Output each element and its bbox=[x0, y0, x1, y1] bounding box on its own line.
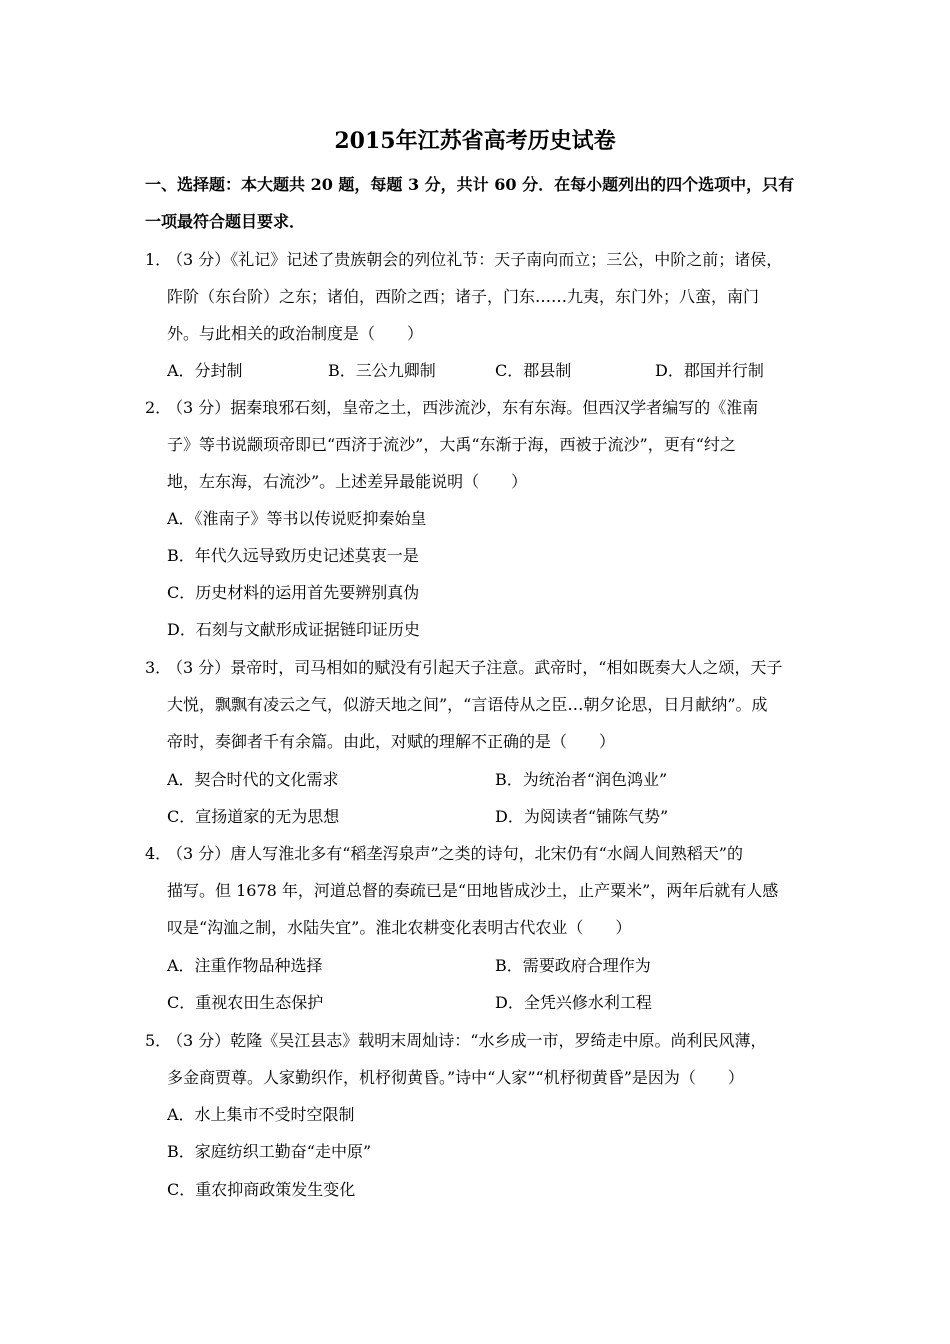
question-1-line-3: 外。与此相关的政治制度是（ ） bbox=[167, 324, 424, 343]
question-1-option-d: D．郡国并行制 bbox=[655, 361, 764, 380]
question-2-option-c: C．历史材料的运用首先要辨别真伪 bbox=[167, 583, 420, 602]
question-3-line-3: 帝时，奏御者千有余篇。由此，对赋的理解不正确的是（ ） bbox=[167, 732, 616, 751]
question-4-number: 4． bbox=[145, 844, 172, 863]
question-1-option-b: B．三公九卿制 bbox=[328, 361, 436, 380]
question-1-option-a: A．分封制 bbox=[167, 361, 243, 380]
question-4-option-b: B．需要政府合理作为 bbox=[495, 956, 651, 975]
question-2-line-3: 地，左东海，右流沙”。上述差异最能说明（ ） bbox=[167, 472, 528, 491]
question-3-option-c: C．宣扬道家的无为思想 bbox=[167, 807, 340, 826]
section-heading-line-2: 一项最符合题目要求． bbox=[145, 212, 306, 231]
question-2-number: 2． bbox=[145, 398, 172, 417]
question-4-option-c: C．重视农田生态保护 bbox=[167, 993, 324, 1012]
question-1-number: 1． bbox=[145, 250, 172, 269]
question-4-option-d: D．全凭兴修水利工程 bbox=[495, 993, 652, 1012]
section-heading-line-1: 一、选择题：本大题共 20 题，每题 3 分，共计 60 分．在每小题列出的四个选项中，只有 bbox=[145, 175, 795, 194]
question-3-number: 3． bbox=[145, 658, 172, 677]
question-5-number: 5． bbox=[145, 1031, 172, 1050]
question-5-line-2: 多金商贾尊。人家勤织作，机杼彻黄昏。”诗中“人家”“机杼彻黄昏”是因为（ ） bbox=[167, 1068, 744, 1087]
question-4-line-2: 描写。但 1678 年，河道总督的奏疏已是“田地皆成沙土，止产粟米”，两年后就有人感 bbox=[167, 881, 779, 900]
question-3-line-2: 大悦，飘飘有凌云之气，似游天地之间”，“言语侍从之臣…朝夕论思，日月献纳”。成 bbox=[167, 695, 768, 714]
question-5-option-c: C．重农抑商政策发生变化 bbox=[167, 1180, 356, 1199]
question-3-option-a: A．契合时代的文化需求 bbox=[167, 770, 339, 789]
question-4-line-3: 叹是“沟洫之制，水陆失宜”。淮北农耕变化表明古代农业（ ） bbox=[167, 918, 632, 937]
question-4-option-a: A．注重作物品种选择 bbox=[167, 956, 323, 975]
question-5-option-a: A．水上集市不受时空限制 bbox=[167, 1105, 355, 1124]
question-3-option-b: B．为统治者“润色鸿业” bbox=[495, 770, 668, 789]
question-3-option-d: D．为阅读者“铺陈气势” bbox=[495, 807, 669, 826]
question-1-line-2: 阼阶（东台阶）之东；诸伯，西阶之西；诸子，门东……九夷，东门外；八蛮，南门 bbox=[167, 287, 760, 306]
question-2-option-d: D．石刻与文献形成证据链印证历史 bbox=[167, 620, 420, 639]
question-2-line-1: （3 分）据秦琅邪石刻，皇帝之土，西涉流沙，东有东海。但西汉学者编写的《淮南 bbox=[167, 398, 759, 417]
question-3-line-1: （3 分）景帝时，司马相如的赋没有引起天子注意。武帝时，“相如既奏大人之颂，天子 bbox=[167, 658, 783, 677]
question-2-line-2: 子》等书说颛顼帝即已“西济于流沙”，大禹“东渐于海，西被于流沙”，更有“纣之 bbox=[167, 435, 736, 454]
question-4-line-1: （3 分）唐人写淮北多有“稻垄泻泉声”之类的诗句，北宋仍有“水阔人间熟稻天”的 bbox=[167, 844, 743, 863]
question-2-option-b: B．年代久远导致历史记述莫衷一是 bbox=[167, 546, 419, 565]
question-1-option-c: C．郡县制 bbox=[495, 361, 572, 380]
question-1-line-1: （3 分）《礼记》记述了贵族朝会的列位礼节：天子南向而立；三公，中阶之前；诸侯， bbox=[167, 250, 783, 269]
question-5-line-1: （3 分）乾隆《吴江县志》载明末周灿诗：“水乡成一市，罗绮走中原。尚利民风薄， bbox=[167, 1031, 767, 1050]
page-title: 2015年江苏省高考历史试卷 bbox=[334, 128, 616, 154]
question-5-option-b: B．家庭纺织工勤奋“走中原” bbox=[167, 1142, 372, 1161]
question-2-option-a: A．《淮南子》等书以传说贬抑秦始皇 bbox=[167, 509, 427, 528]
